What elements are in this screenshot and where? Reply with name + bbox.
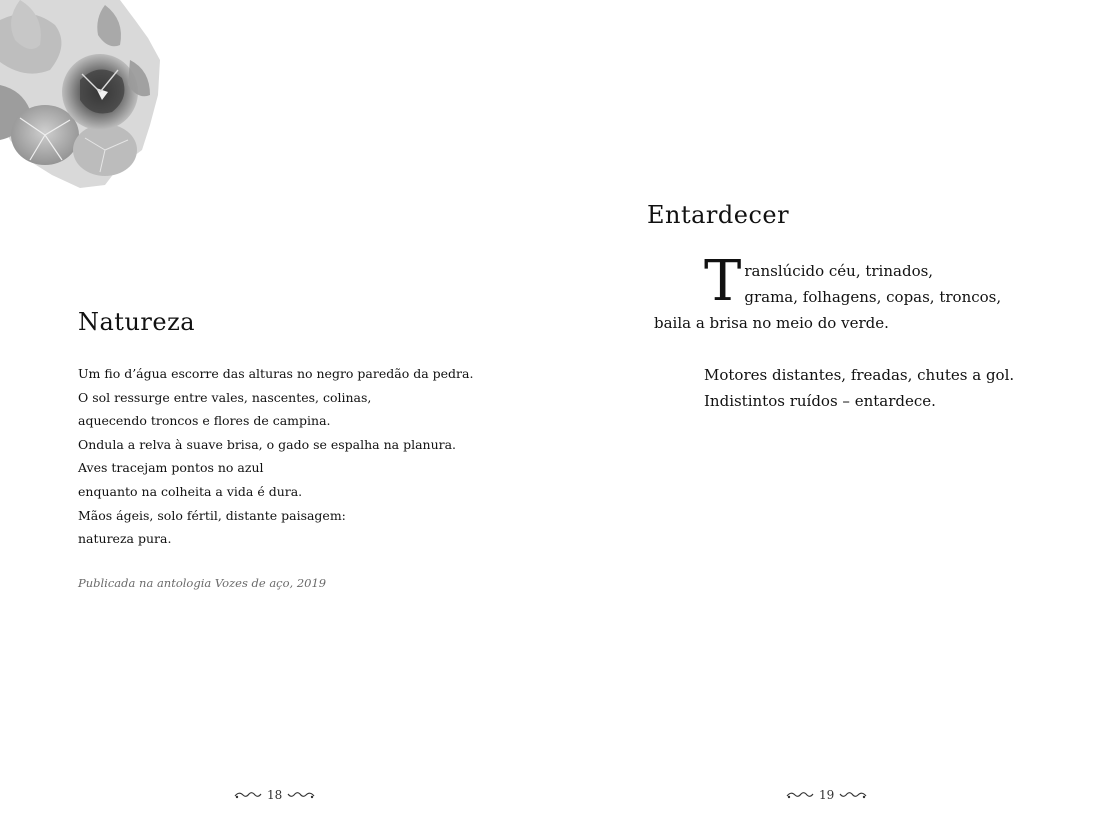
poem-line: Aves tracejam pontos no azul	[78, 460, 264, 476]
poem-line: grama, folhagens, copas, troncos,	[744, 288, 1002, 306]
page-number: 19	[819, 788, 835, 802]
flower-illustration	[0, 0, 165, 190]
page-number-footer	[233, 788, 316, 802]
poem-line: Motores distantes, freadas, chutes a gol.	[704, 366, 1015, 384]
poem-line: O sol ressurge entre vales, nascentes, colinas,	[78, 389, 372, 405]
publication-credit: Publicada na antologia Vozes de aço, 2019	[78, 576, 327, 590]
page-number-footer	[785, 788, 868, 802]
poem-line: baila a brisa no meio do verde.	[654, 314, 889, 332]
poem-natureza	[78, 362, 528, 551]
page-number: 18	[267, 788, 283, 802]
right-page	[550, 0, 1100, 825]
poem-line: enquanto na colheita a vida é dura.	[78, 483, 303, 499]
poem-entardecer	[654, 249, 1084, 414]
stanza-break	[704, 336, 1084, 362]
ornament-swirl-icon	[233, 790, 263, 800]
poem-title-entardecer: Entardecer	[647, 201, 790, 229]
poem-line: Indistintos ruídos – entardece.	[704, 392, 936, 410]
ornament-swirl-icon	[286, 790, 316, 800]
poem-title-natureza: Natureza	[78, 308, 196, 336]
poem-line: Mãos ágeis, solo fértil, distante paisagem:	[78, 507, 346, 523]
poem-line: ranslúcido céu, trinados,	[744, 262, 934, 280]
drop-cap: T	[704, 249, 742, 314]
poem-line: Um fio d’água escorre das alturas no negro paredão da pedra.	[78, 366, 474, 381]
ornament-swirl-icon	[838, 790, 868, 800]
poem-line: aquecendo troncos e flores de campina.	[78, 413, 331, 429]
poem-line: Ondula a relva à suave brisa, o gado se espalha na planura.	[78, 436, 457, 452]
poem-line: natureza pura.	[78, 531, 172, 547]
ornament-swirl-icon	[785, 790, 815, 800]
